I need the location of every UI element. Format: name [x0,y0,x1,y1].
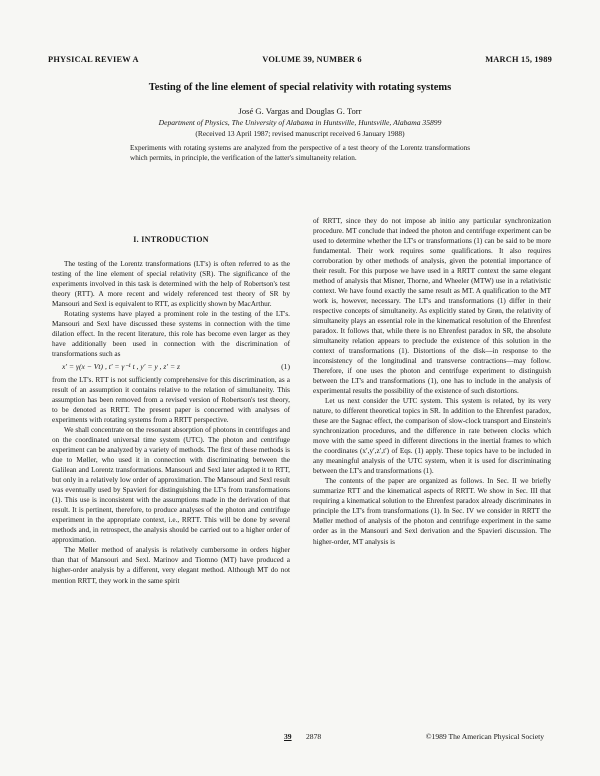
paper-title: Testing of the line element of special relativity with rotating systems [148,82,452,93]
section-heading: I. INTRODUCTION [133,235,209,244]
footer-volume: 39 [284,732,292,741]
running-header [48,55,552,64]
volume-number: VOLUME 39, NUMBER 6 [262,55,362,64]
left-column [52,235,290,586]
equation-1 [62,362,290,372]
equation-body: x′ = γ(x − Vt) , t′ = γ⁻¹ t , y′ = y , z′ = z [62,362,180,372]
copyright-notice: ©1989 The American Physical Society [425,732,544,741]
author-affiliation: Department of Physics, The University of Alabama in Huntsville, Huntsville, Alabama 35899 [158,118,442,127]
author-list: José G. Vargas and Douglas G. Torr [238,106,362,116]
paragraph: from the LT's. RTT is not sufficiently comprehensive for this discrimination, as a result of an assumption it contains relative to the relation of simultaneity. This assumption has been removed from a revised version of Robertson's test theory, to be denoted as RRTT. The present paper is concerned with analyses of experiments with rotating systems from a RRTT perspective. [52,376,290,425]
page-number: 2878 [306,732,322,741]
journal-name: PHYSICAL REVIEW A [48,55,139,64]
issue-date: MARCH 15, 1989 [485,55,552,64]
right-column [313,216,551,547]
paragraph: of RRTT, since they do not impose ab initio any particular synchronization procedure. MT conclude that indeed the photon and centrifuge experiment can be used to determine whether the LT's or transformations (1) can be said to be more fundamental. Their work requires some qualifications. It also requires corroboration by other methods of analysis, given the potential importance of their result. For this purpose we have used in a RRTT context the same elegant method of analysis that Misner, Thorne, and Wheeler (MTW) use in a relativistic context. We have found exactly the same result as MT. A qualification to the MT work is, however, necessary. The LT's and transformations (1) differ in their respective concepts of simultaneity. As explicitly stated by Grøn, the relativity of simultaneity plays an essential role in the kinematical resolution of the Ehrenfest paradox. It follows that, while there is no Ehrenfest paradox in SR, the absolute simultaneity relation appears to preclude the existence of this solution in the context of transformations (1). Distortions of the disk—in response to the inconsistency of the longitudinal and transverse contractions—may follow. Therefore, if one uses the photon and centrifuge experiment to distinguish between the LT's and transformations (1), one has to include in the analysis of experimental results the possibility of the existence of such distortions. [313,217,551,396]
paragraph: The testing of the Lorentz transformations (LT's) is often referred to as the testing of the line element of special relativity (SR). The significance of the experiments involved in this task is determined with the help of Robertson's test theory (RTT). A more recent and widely referenced test theory of SR by Mansouri and Sexl is equivalent to RTT, as explicitly shown by MacArthur. [52,260,290,309]
paragraph: Let us next consider the UTC system. This system is related, by its very nature, to different theoretical topics in SR. In addition to the Ehrenfest paradox, these are the Sagnac effect, the comparison of slow-clock transport and Einstein's synchronization procedures, and the difference in rate between clocks which move with the same speed in different directions in the inertial frames to which the coordinates (x′,y′,z′,t′) of Eqs. (1) apply. These topics have to be included in any meaningful analysis of the UTC system, when it is used for discriminating between the LT's and transformations (1). [313,397,551,476]
paragraph: The Møller method of analysis is relatively cumbersome in orders higher than that of Mansouri and Sexl. Marinov and Tiomno (MT) have produced a higher-order analysis by a different, very elegant method. Although MT do not mention RRTT, they work in the same spirit [52,546,290,585]
abstract: Experiments with rotating systems are analyzed from the perspective of a test theory of the Lorentz transformations which permits, in principle, the verification of the latter's simultaneity relation. [130,144,470,162]
paragraph: We shall concentrate on the resonant absorption of photons in centrifuges and on the coordinated universal time system (UTC). The photon and centrifuge experiment can be analyzed by a variety of methods. The first of these methods is due to Møller, who used it in connection with discriminating between the Galilean and Lorentz transformations. Mansouri and Sexl later adapted it to RTT, but only in a relatively low order of approximation. The Mansouri and Sexl result was eventually used by Spavieri for distinguishing the LT's from transformations (1). This use is inconsistent with the assumptions made in the derivation of that result. It is pertinent, therefore, to produce analyses of the photon and centrifuge experiment in the appropriate context, i.e., RRTT. This will be done by several methods and, in retrospect, the analysis should be carried out to a higher order of approximation. [52,426,290,545]
received-date: (Received 13 April 1987; revised manuscript received 6 January 1988) [195,129,405,138]
paragraph: The contents of the paper are organized as follows. In Sec. II we briefly summarize RTT and the kinematical aspects of RRTT. We show in Sec. III that requiring a kinematical solution to the Ehrenfest paradox already discriminates in principle the LT's from transformations (1). In Sec. IV we consider in RRTT the Møller method of analysis of the photon and centrifuge experiment in the same order as in the Mansouri and Sexl derivation and the Spavieri discussion. The higher-order, MT analysis is [313,477,551,546]
equation-number: (1) [281,362,290,372]
paragraph: Rotating systems have played a prominent role in the testing of the LT's. Mansouri and Sexl have discussed these systems in connection with the time dilation effect. In the recent literature, this role has become even larger as they have additionally been used in connection with the discrimination of transformations such as [52,310,290,359]
